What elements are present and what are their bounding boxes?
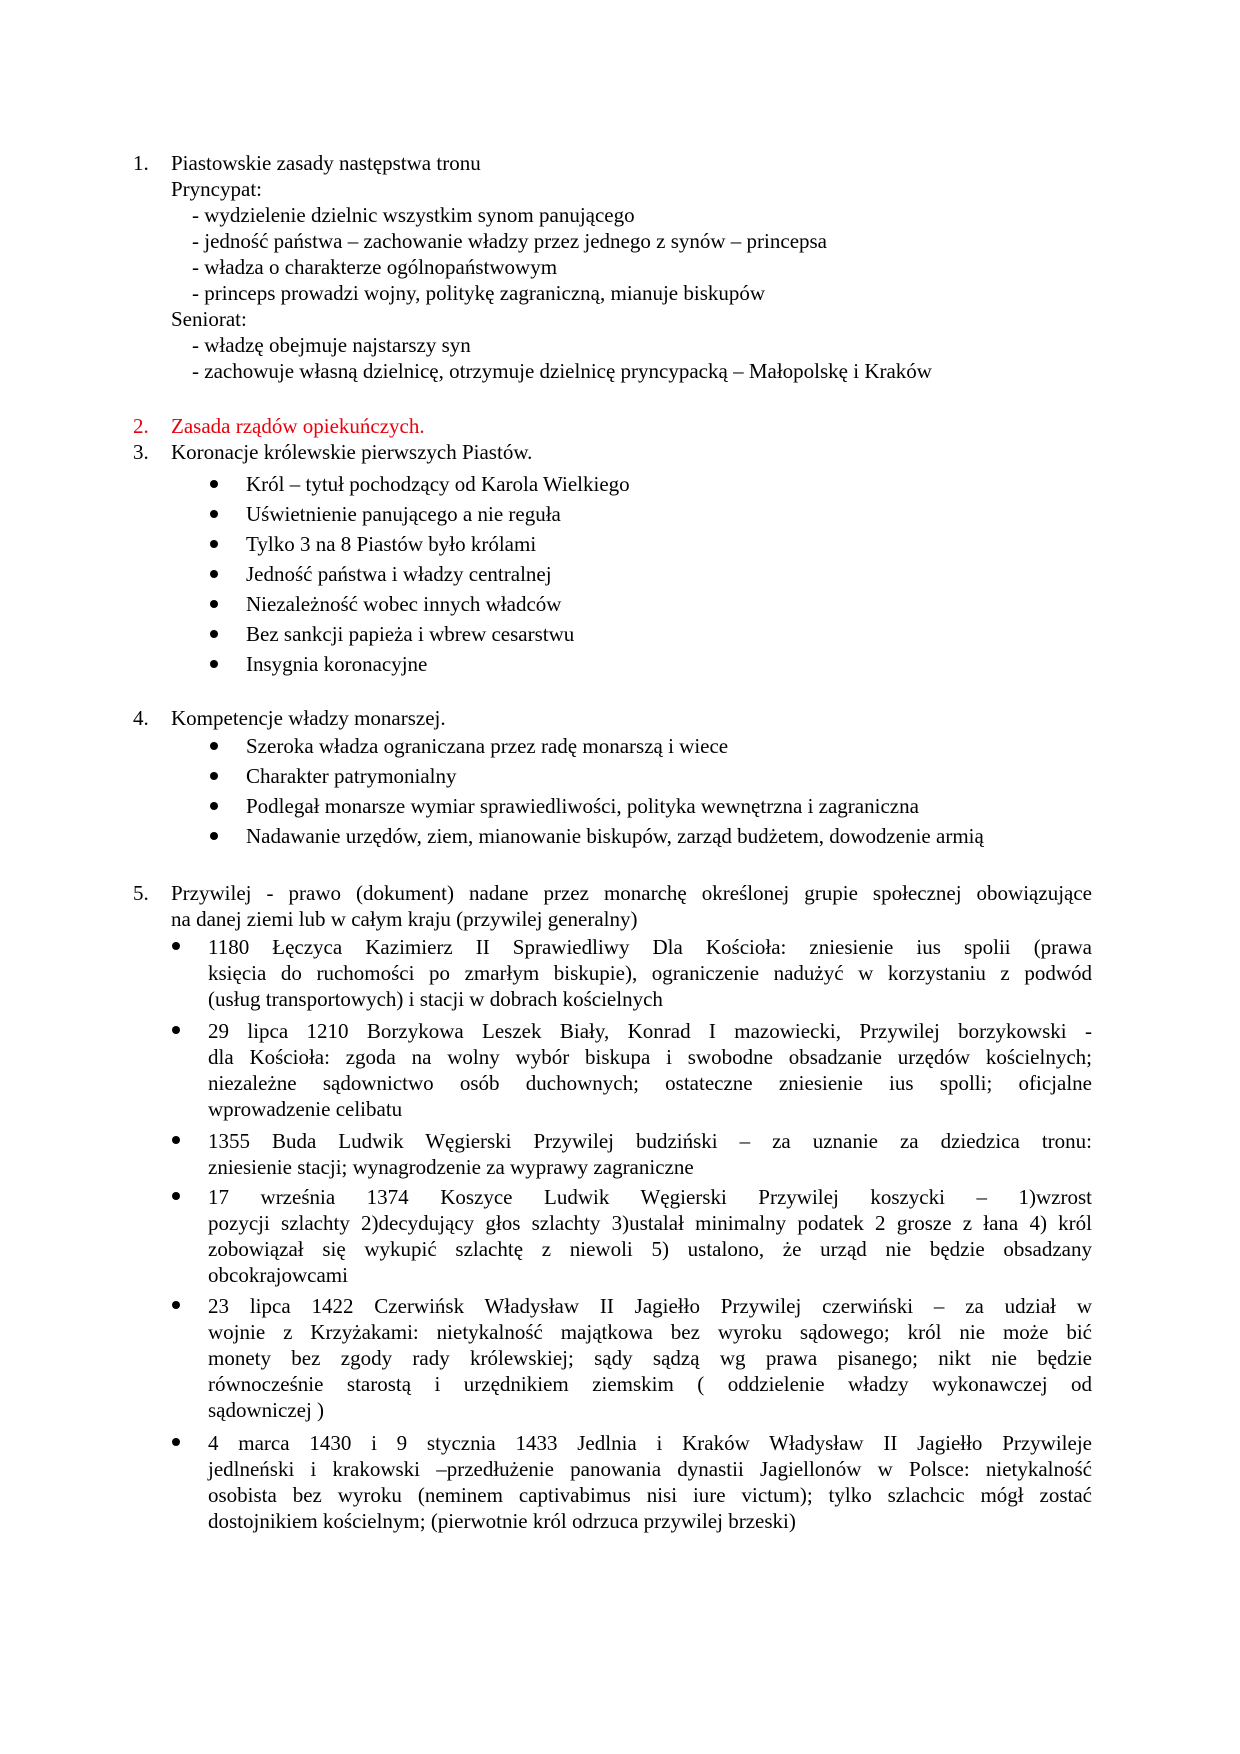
- list-item: Nadawanie urzędów, ziem, mianowanie biskupów, zarząd budżetem, dowodzenie armią: [246, 824, 984, 848]
- section-number: 3.: [133, 440, 149, 464]
- entry-line: monety bez zgody rady królewskiej; sądy sądzą wg prawa pisanego; nikt nie będzie: [208, 1346, 1092, 1370]
- bullet-icon: [210, 570, 218, 578]
- list-item: - wydzielenie dzielnic wszystkim synom panującego: [192, 203, 635, 227]
- entry-line: 29 lipca 1210 Borzykowa Leszek Biały, Konrad I mazowiecki, Przywilej borzykowski -: [208, 1019, 1092, 1043]
- bullet-icon: [210, 742, 218, 750]
- entry-line: 4 marca 1430 i 9 stycznia 1433 Jedlnia i Kraków Władysław II Jagiełło Przywileje: [208, 1431, 1092, 1455]
- title-line: Przywilej - prawo (dokument) nadane przez monarchę określonej grupie społecznej obowiązujące: [171, 881, 1092, 905]
- bullet-icon: [210, 802, 218, 810]
- entry-line: księcia do ruchomości po zmarłym biskupie), ograniczenie nadużyć w korzystaniu z podwód: [208, 961, 1092, 985]
- privilege-entry: [208, 1430, 1092, 1534]
- bullet-icon: [210, 510, 218, 518]
- section-number: 4.: [133, 706, 149, 730]
- bullet-icon: [172, 942, 180, 950]
- privilege-entry: [208, 1128, 1092, 1180]
- list-item: Szeroka władza ograniczana przez radę monarszą i wiece: [246, 734, 729, 758]
- privilege-entry: [208, 934, 1092, 1012]
- bullet-icon: [172, 1136, 180, 1144]
- bullet-icon: [210, 600, 218, 608]
- list-item: Insygnia koronacyjne: [246, 652, 428, 676]
- list-item: Uświetnienie panującego a nie reguła: [246, 502, 561, 526]
- list-item: - princeps prowadzi wojny, politykę zagraniczną, mianuje biskupów: [192, 281, 766, 305]
- list-item: Król – tytuł pochodzący od Karola Wielkiego: [246, 472, 630, 496]
- entry-line: 1180 Łęczyca Kazimierz II Sprawiedliwy Dla Kościoła: zniesienie ius spolii (prawa: [208, 935, 1092, 959]
- entry-line: pozycji szlachty 2)decydujący głos szlachty 3)ustalał minimalny podatek 2 grosze z łana 4) król: [208, 1211, 1092, 1235]
- title-line: na danej ziemi lub w całym kraju (przywilej generalny): [171, 907, 638, 931]
- entry-line: osobista bez wyroku (neminem captivabimus nisi iure victum); tylko szlachcic mógł zostać: [208, 1483, 1092, 1507]
- list-item: - jedność państwa – zachowanie władzy przez jednego z synów – princepsa: [192, 229, 828, 253]
- entry-line: sądowniczej ): [208, 1398, 325, 1422]
- privilege-entry: [208, 1184, 1092, 1288]
- list-item: - władzę obejmuje najstarszy syn: [192, 333, 471, 357]
- bullet-icon: [172, 1192, 180, 1200]
- list-item: Bez sankcji papieża i wbrew cesarstwu: [246, 622, 575, 646]
- section-number: 2.: [133, 414, 149, 438]
- bullet-icon: [172, 1438, 180, 1446]
- entry-line: zniesienie stacji; wynagrodzenie za wyprawy zagraniczne: [208, 1155, 694, 1179]
- bullet-icon: [172, 1026, 180, 1034]
- section-title: Piastowskie zasady następstwa tronu: [171, 151, 481, 175]
- list-item: - zachowuje własną dzielnicę, otrzymuje dzielnicę pryncypacką – Małopolskę i Kraków: [192, 359, 932, 383]
- bullet-icon: [210, 630, 218, 638]
- subheading-pryncypat: Pryncypat:: [171, 177, 262, 201]
- entry-line: zobowiązał się wykupić szlachtę z niewoli 5) ustalono, że urząd nie będzie obsadzany: [208, 1237, 1092, 1261]
- entry-line: 23 lipca 1422 Czerwińsk Władysław II Jagiełło Przywilej czerwiński – za udział w: [208, 1294, 1092, 1318]
- bullet-icon: [210, 540, 218, 548]
- entry-line: dostojnikiem kościelnym; (pierwotnie król odrzuca przywilej brzeski): [208, 1509, 796, 1533]
- bullet-icon: [172, 1301, 180, 1309]
- privilege-entry: [208, 1018, 1092, 1122]
- bullet-icon: [210, 480, 218, 488]
- bullet-icon: [210, 832, 218, 840]
- section-number: 1.: [133, 151, 149, 175]
- entry-line: dla Kościoła: zgoda na wolny wybór biskupa i swobodne obsadzanie urzędów kościelnych;: [208, 1045, 1092, 1069]
- entry-line: 1355 Buda Ludwik Węgierski Przywilej budziński – za uznanie za dziedzica tronu:: [208, 1129, 1092, 1153]
- section-title: Koronacje królewskie pierwszych Piastów.: [171, 440, 533, 464]
- list-item: Tylko 3 na 8 Piastów było królami: [246, 532, 537, 556]
- bullet-icon: [210, 772, 218, 780]
- subheading-seniorat: Seniorat:: [171, 307, 247, 331]
- privilege-entry: [208, 1293, 1092, 1423]
- entry-line: niezależne sądownictwo osób duchownych; ostateczne zniesienie ius spolli; oficjalne: [208, 1071, 1092, 1095]
- section-title: [171, 880, 1092, 932]
- entry-line: wojnie z Krzyżakami: nietykalność majątkowa bez wyroku sądowego; król nie może bić: [208, 1320, 1092, 1344]
- section-number: 5.: [133, 881, 149, 905]
- list-item: - władza o charakterze ogólnopaństwowym: [192, 255, 558, 279]
- entry-line: równocześnie starostą i urzędnikiem ziemskim ( oddzielenie władzy wykonawczej od: [208, 1372, 1092, 1396]
- bullet-icon: [210, 660, 218, 668]
- entry-line: (usług transportowych) i stacji w dobrach kościelnych: [208, 987, 663, 1011]
- entry-line: jedlneński i krakowski –przedłużenie panowania dynastii Jagiellonów w Polsce: nietykalność: [208, 1457, 1092, 1481]
- list-item: Jedność państwa i władzy centralnej: [246, 562, 552, 586]
- list-item: Podlegał monarsze wymiar sprawiedliwości, polityka wewnętrzna i zagraniczna: [246, 794, 919, 818]
- section-title: Zasada rządów opiekuńczych.: [171, 414, 425, 438]
- list-item: Niezależność wobec innych władców: [246, 592, 562, 616]
- section-title: Kompetencje władzy monarszej.: [171, 706, 446, 730]
- list-item: Charakter patrymonialny: [246, 764, 457, 788]
- entry-line: 17 września 1374 Koszyce Ludwik Węgierski Przywilej koszycki – 1)wzrost: [208, 1185, 1092, 1209]
- entry-line: wprowadzenie celibatu: [208, 1097, 403, 1121]
- entry-line: obcokrajowcami: [208, 1263, 348, 1287]
